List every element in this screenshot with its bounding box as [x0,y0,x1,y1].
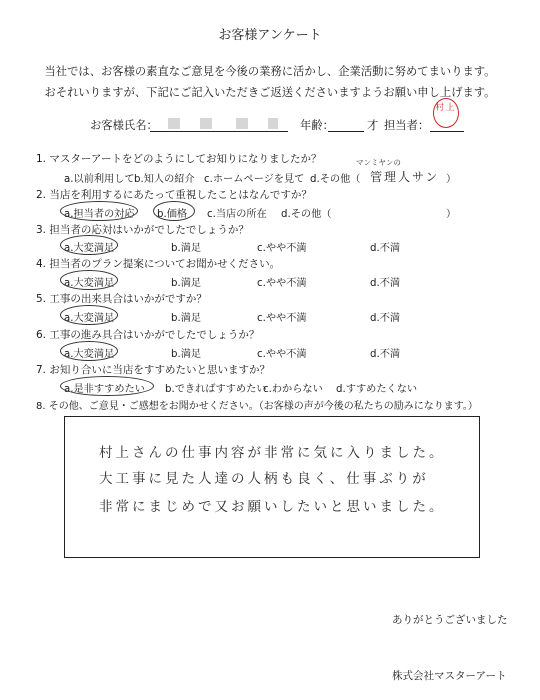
q2-option-b[interactable]: b.価格 [157,209,188,220]
redacted-name-block [236,118,248,129]
redacted-name-block [200,118,212,129]
intro-line-2: おそれいりますが、下記にご記入いただきご返送くださいますようお願い申し上げます。 [44,86,496,99]
age-field[interactable] [328,131,364,132]
q4-option-d[interactable]: d.不満 [370,278,401,289]
company-name: 株式会社マスターアート [392,670,507,682]
q1-option-d-close: ） [446,174,457,185]
question-3: 3. 担当者の応対はいかがでしたでしょうか？ [36,224,249,236]
q2-option-a[interactable]: a.担当者の対応 [64,209,135,220]
q3-answer-circle [60,235,118,255]
question-2: 2. 当店を利用するにあたって重視したことはなんですか？ [36,189,312,201]
q3-option-d[interactable]: d.不満 [370,243,401,254]
q4-answer-circle [60,270,118,290]
q1-handwritten-note-small: マンミヤンの [356,158,401,167]
q7-option-a[interactable]: a.是非すすめたい [64,384,145,395]
q1-option-a[interactable]: a.以前利用して [64,174,135,185]
q5-option-a[interactable]: a.大変満足 [64,313,115,324]
staff-seal-stamp [433,98,459,128]
comment-line-3: 非常にまじめで又お願いしたいと思いました。 [99,499,446,515]
staff-seal-text: 村上 [435,103,457,113]
q7-answer-circle [60,376,154,396]
q1-option-b[interactable]: b.知人の紹介 [134,174,195,185]
q2-answer-circle-b [153,201,195,221]
staff-field[interactable] [430,131,464,132]
customer-name-field[interactable] [150,131,288,132]
q2-answer-circle-a [60,201,138,221]
q5-option-c[interactable]: c.やや不満 [257,313,307,324]
q2-option-c[interactable]: c.当店の所在 [207,209,267,220]
q2-option-d-close: ） [446,209,457,220]
q6-option-c[interactable]: c.やや不満 [257,349,307,360]
comment-line-1: 村上さんの仕事内容が非常に気に入りました。 [99,445,446,461]
q7-option-c[interactable]: c.わからない [263,384,323,395]
q6-option-a[interactable]: a.大変満足 [64,349,115,360]
age-label: 年齢： [300,119,334,132]
q7-option-d[interactable]: d.すすめたくない [336,384,418,395]
q3-option-c[interactable]: c.やや不満 [257,243,307,254]
staff-label: 担当者： [384,119,430,132]
q5-answer-circle [60,305,118,325]
q1-option-c[interactable]: c.ホームページを見て [204,174,305,185]
q5-option-d[interactable]: d.不満 [370,313,401,324]
comment-line-2: 大工事に見た人達の人柄も良く、仕事ぶりが [99,471,429,487]
q3-option-a[interactable]: a.大変満足 [64,243,115,254]
question-1: 1. マスターアートをどのようにしてお知りになりましたか？ [36,153,322,165]
thanks-text: ありがとうございました [392,614,508,626]
redacted-name-block [268,118,278,129]
redacted-name-block [168,118,180,129]
question-6: 6. 工事の進み具合はいかがでしたでしょうか？ [36,329,260,341]
q3-option-b[interactable]: b.満足 [171,243,202,254]
q2-option-d[interactable]: d.その他（ [281,209,332,220]
q5-option-b[interactable]: b.満足 [171,313,202,324]
q4-option-c[interactable]: c.やや不満 [257,278,307,289]
customer-name-label: お客様氏名： [90,119,158,132]
question-7: 7. お知り合いに当店をすすめたいと思いますか？ [36,364,270,376]
q4-option-a[interactable]: a.大変満足 [64,278,115,289]
q1-handwritten-note: 管理人サン [370,170,440,184]
intro-line-1: 当社では、お客様の素直なご意見を今後の業務に活かし、企業活動に努めてまいります。 [44,65,496,78]
q4-option-b[interactable]: b.満足 [171,278,202,289]
q7-option-b[interactable]: b.できればすすめたい [165,384,267,395]
question-4: 4. 担当者のプラン提案についてお聞かせください。 [36,258,281,270]
q6-answer-circle [60,341,118,361]
q1-option-d[interactable]: d.その他（ [310,174,361,185]
survey-title: お客様アンケート [218,28,322,43]
q6-option-d[interactable]: d.不満 [370,349,401,360]
question-5: 5. 工事の出来具合はいかがですか？ [36,293,207,305]
comment-box[interactable] [64,416,480,558]
age-unit: 才 [367,119,379,132]
question-8: 8. その他、ご意見・ご感想をお聞かせください。（お客様の声が今後の私たちの励みになります。） [36,401,478,412]
q6-option-b[interactable]: b.満足 [171,349,202,360]
